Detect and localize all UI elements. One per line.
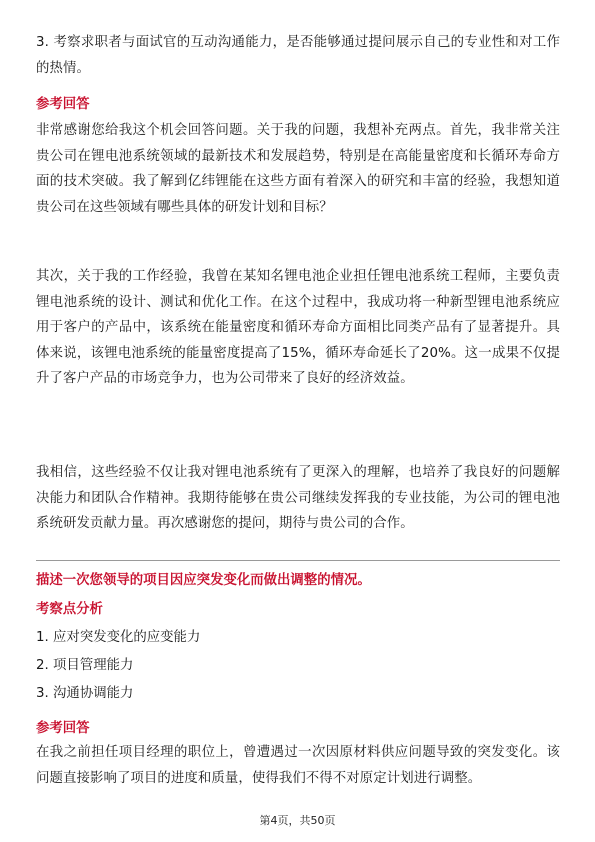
document-page: [36, 0, 560, 842]
analysis-label: 考察点分析: [36, 602, 103, 617]
answer-label-1: 参考回答: [36, 97, 90, 112]
analysis-item: 1. 应对突发变化的应变能力: [36, 630, 201, 645]
intro-point: 3. 考察求职者与面试官的互动沟通能力，是否能够通过提问展示自己的专业性和对工作的热情。: [36, 35, 560, 76]
answer-1-paragraph-1: 非常感谢您给我这个机会回答问题。关于我的问题，我想补充两点。首先，我非常关注贵公司在锂电池系统领域的最新技术和发展趋势，特别是在高能量密度和长循环寿命方面的技术突破。我了解到亿纬锂能在这些方面有着深入的研究和丰富的经验，我想知道贵公司在这些领域有哪些具体的研发计划和目标？: [36, 123, 560, 215]
section-divider: [36, 560, 560, 561]
answer-1-paragraph-3: 我相信，这些经验不仅让我对锂电池系统有了更深入的理解，也培养了我良好的问题解决能力和团队合作精神。我期待能够在贵公司继续发挥我的专业技能，为公司的锂电池系统研发贡献力量。再次感谢您的提问，期待与贵公司的合作。: [36, 465, 560, 531]
answer-label-2: 参考回答: [36, 721, 90, 736]
page-footer: 第4页，共50页: [259, 814, 336, 827]
analysis-list: [36, 627, 560, 705]
answer-1-paragraph-2: 其次，关于我的工作经验，我曾在某知名锂电池企业担任锂电池系统工程师，主要负责锂电池系统的设计、测试和优化工作。在这个过程中，我成功将一种新型锂电池系统应用于客户的产品中，该系统在能量密度和循环寿命方面相比同类产品有了显著提升。具体来说，该锂电池系统的能量密度提高了15%，循环寿命延长了20%。这一成果不仅提升了客户产品的市场竞争力，也为公司带来了良好的经济效益。: [36, 269, 560, 386]
answer-2-paragraph: 在我之前担任项目经理的职位上，曾遭遇过一次因原材料供应问题导致的突发变化。该问题直接影响了项目的进度和质量，使得我们不得不对原定计划进行调整。: [36, 745, 560, 786]
analysis-item: 3. 沟通协调能力: [36, 686, 134, 701]
question-2-title: 描述一次您领导的项目因应突发变化而做出调整的情况。: [36, 573, 371, 588]
analysis-item: 2. 项目管理能力: [36, 658, 134, 673]
